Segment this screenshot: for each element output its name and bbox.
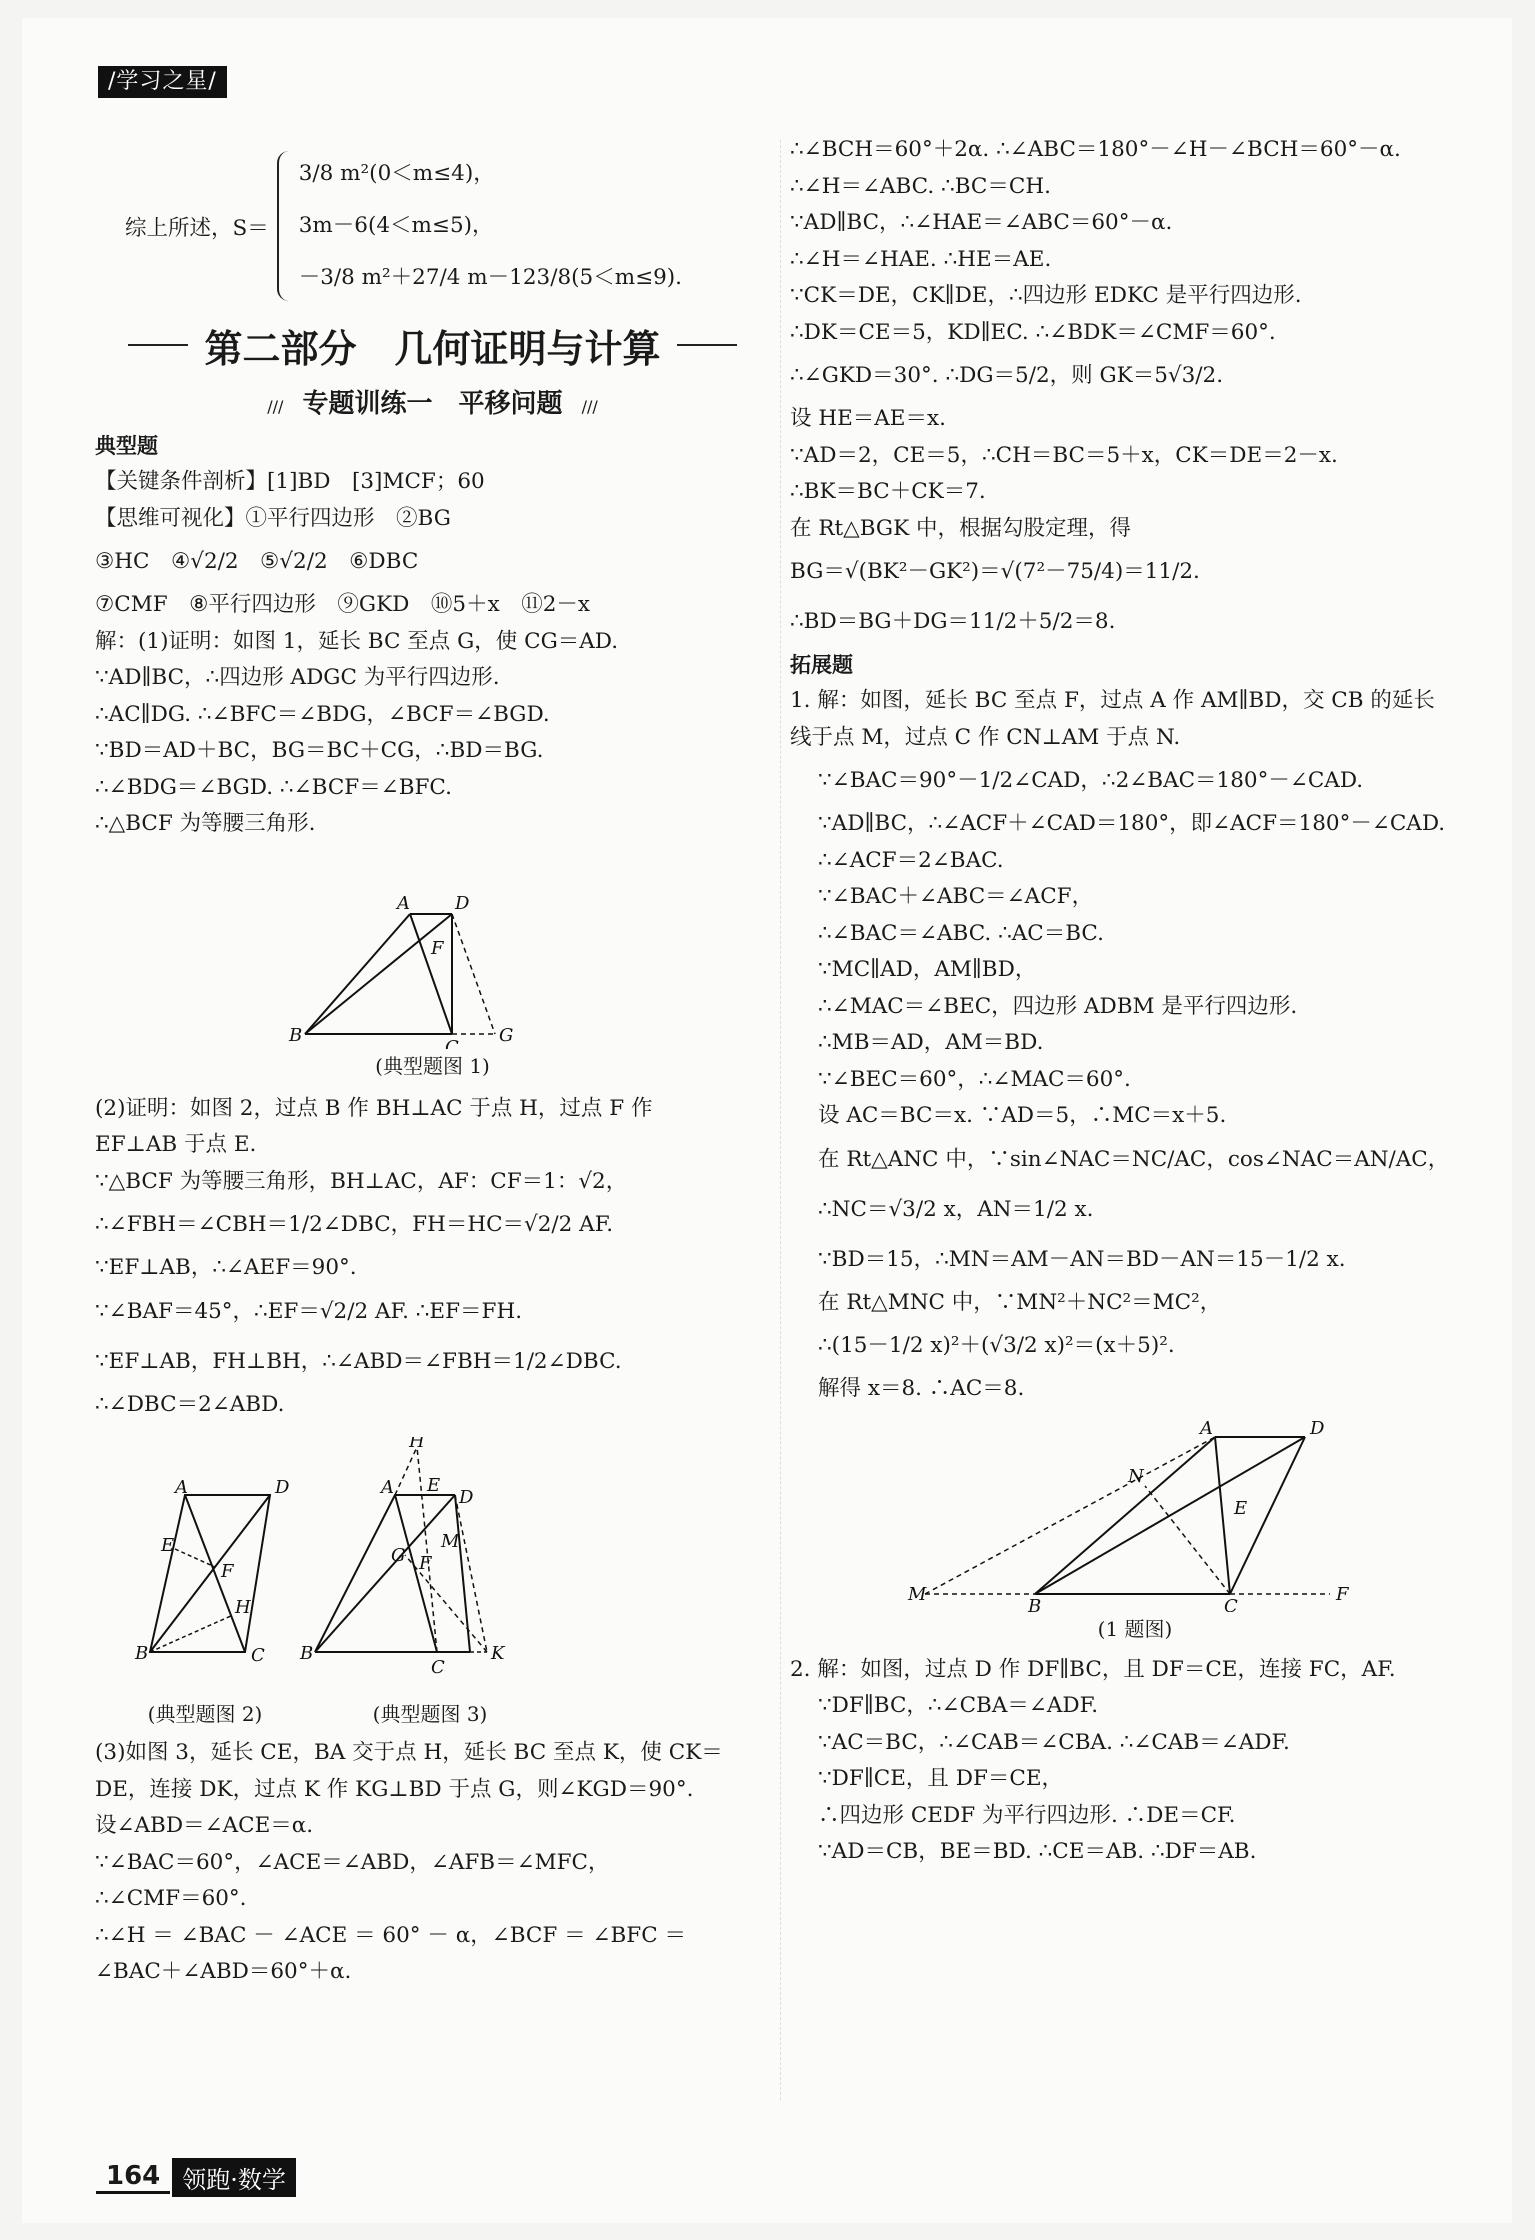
text-line: ∴BD＝BG＋DG＝11/2＋5/2＝8. [790,609,1116,634]
header-tag: /学习之星/ [98,66,227,98]
text-line: ∵∠BAC＋∠ABC＝∠ACF， [818,884,1094,909]
deco-slashes: /// [267,397,284,416]
text-line: ⑦CMF ⑧平行四边形 ⑨GKD ⑩5＋x ⑪2－x [95,592,591,617]
text-line: ∴∠BDG＝∠BGD. ∴∠BCF＝∠BFC. [95,774,452,800]
text-line: ∵BD＝AD＋BC，BG＝BC＋CG，∴BD＝BG. [95,738,544,763]
fig2-label-c: C [251,1645,265,1666]
edge-dg [452,914,495,1034]
ext-ba [1035,1437,1215,1594]
solution-block-4 [790,132,1480,647]
case-line: 3m－6(4＜m≤5)， [298,213,494,238]
ext-label-n: N [1128,1465,1144,1487]
text-line: 设 HE＝AE＝x. [790,406,946,431]
text-line: ∵AD∥BC，∴∠ACF＋∠CAD＝180°，即∠ACF＝180°－∠CAD. [818,811,1446,836]
text-line: (3)如图 3，延长 CE，BA 交于点 H，延长 BC 至点 K，使 CK＝ [95,1740,723,1765]
figure-1 [95,849,770,1049]
text-line: ∴DK＝CE＝5，KD∥EC. ∴∠BDK＝∠CMF＝60°. [790,319,1276,345]
column-divider [780,140,781,2100]
ext-ac [1215,1437,1230,1594]
summary-lhs: 综上所述，S＝ [125,215,269,241]
figures-2-3 [95,1437,770,1697]
brand-label: 领跑·数学 [172,2158,296,2197]
topic-title-text: 专题训练一 平移问题 [302,389,563,419]
section-extend: 拓展题 [790,653,853,677]
footer [96,2157,296,2197]
text-line: 解：(1)证明：如图 1，延长 BC 至点 G，使 CG＝AD. [95,628,619,654]
fig3-label-d: D [459,1487,474,1508]
text-line: ∵∠BAF＝45°，∴EF＝√2/2 AF. ∴EF＝FH. [95,1298,523,1324]
left-column [95,140,770,1991]
figures-2-3-captions [95,1697,770,1731]
text-line: ∵∠BEC＝60°，∴∠MAC＝60°. [818,1066,1131,1092]
fig3-ah [395,1447,417,1495]
fig2-label-h: H [235,1597,251,1618]
fig2-bh [150,1615,233,1652]
section-typical: 典型题 [95,434,158,458]
text-line: 2. 解：如图，过点 D 作 DF∥BC，且 DF＝CE，连接 FC，AF. [790,1656,1396,1682]
text-line: ∴四边形 CEDF 为平行四边形. ∴DE＝CF. [818,1802,1236,1828]
figure-2-caption: (典型题图 2) [147,1702,263,1726]
fig2-label-a: A [175,1477,188,1498]
solution-block-3 [95,1735,770,1991]
text-line: 解得 x＝8. ∴AC＝8. [818,1376,1025,1401]
label-b: B [289,1024,303,1046]
summary-cases [299,148,682,304]
figure-3-caption: (典型题图 3) [372,1702,488,1726]
text-line: ∴∠MAC＝∠BEC，四边形 ADBM 是平行四边形. [818,993,1298,1019]
right-column [790,132,1480,1871]
figure-ext-svg [790,1412,1480,1612]
part-title-text: 第二部分 几何证明与计算 [204,326,661,371]
text-line: ∴∠CMF＝60°. [95,1886,247,1911]
text-line: EF⊥AB 于点 E. [95,1132,257,1157]
text-line: ∴∠DBC＝2∠ABD. [95,1391,285,1417]
solution-block-2 [95,1091,770,1424]
text-line: BG＝√(BK²－GK²)＝√(7²－75/4)＝11/2. [790,559,1200,584]
figure-ext-caption: (1 题图) [1097,1616,1173,1641]
label-g: G [499,1024,514,1046]
text-line: ∵MC∥AD，AM∥BD， [818,957,1037,982]
fig3-label-b: B [300,1643,314,1664]
text-line: ∴∠BCH＝60°＋2α. ∴∠ABC＝180°－∠H－∠BCH＝60°－α. [790,137,1401,162]
text-line: ∴(15－1/2 x)²＋(√3/2 x)²＝(x＋5)². [818,1333,1175,1358]
solution-block-1 [95,464,770,843]
label-d: D [455,892,470,914]
piecewise-summary [95,142,770,310]
figures-2-3-svg [95,1437,770,1697]
fig2-label-b: B [135,1643,149,1664]
title-rule [128,344,188,346]
label-c: C [445,1036,459,1049]
text-line: ∴∠FBH＝∠CBH＝1/2∠DBC，FH＝HC＝√2/2 AF. [95,1212,614,1237]
topic-title [95,380,770,428]
text-line: ∵EF⊥AB，∴∠AEF＝90°. [95,1255,357,1280]
text-line: ∵∠BAC＝60°，∠ACE＝∠ABD，∠AFB＝∠MFC， [95,1849,610,1875]
text-line: 设 AC＝BC＝x. ∵AD＝5，∴MC＝x＋5. [818,1103,1227,1128]
text-line: ∴∠BAC＝∠ABC. ∴AC＝BC. [818,920,1104,946]
ext-label-m: M [908,1583,927,1605]
ext-label-a: A [1200,1417,1213,1439]
text-line: (2)证明：如图 2，过点 B 作 BH⊥AC 于点 H，过点 F 作 [95,1095,653,1121]
text-line: ∵AD∥BC，∴∠HAE＝∠ABC＝60°－α. [790,210,1173,235]
fig3-kg [405,1555,487,1652]
text-line: ∴∠GKD＝30°. ∴DG＝5/2，则 GK＝5√3/2. [790,363,1224,388]
ext-label-f: F [1336,1583,1349,1605]
extension-block-2 [790,1652,1480,1871]
text-line: ∴△BCF 为等腰三角形. [95,811,316,836]
ext-label-c: C [1224,1595,1238,1612]
text-line: ∴∠H ＝ ∠BAC － ∠ACE ＝ 60° － α，∠BCF ＝ ∠BFC ＝ [95,1922,686,1948]
fig2-ac [185,1495,245,1652]
text-line: ∵△BCF 为等腰三角形，BH⊥AC，AF：CF＝1：√2， [95,1168,628,1194]
text-line: 1. 解：如图，延长 BC 至点 F，过点 A 作 AM∥BD，交 CB 的延长 [790,688,1435,713]
text-line: ③HC ④√2/2 ⑤√2/2 ⑥DBC [95,549,419,574]
fig3-label-a: A [381,1477,394,1498]
figure-1-caption: (典型题图 1) [375,1053,490,1078]
text-line: ∵AC＝BC，∴∠CAB＝∠CBA. ∴∠CAB＝∠ADF. [818,1729,1290,1755]
text-line: ∴BK＝BC＋CK＝7. [790,479,986,504]
text-line: ∵AD＝2，CE＝5，∴CH＝BC＝5＋x，CK＝DE＝2－x. [790,442,1338,468]
extension-block-1 [790,683,1480,1408]
page-number: 164 [96,2161,170,2194]
case-line: 3/8 m²(0＜m≤4)， [298,161,495,186]
text-line: ∵AD＝CB，BE＝BD. ∴CE＝AB. ∴DF＝AB. [818,1839,1257,1864]
text-line: ∵DF∥CE，且 DF＝CE， [818,1766,1064,1791]
fig3-label-g: G [391,1545,406,1566]
fig3-label-h: H [409,1437,425,1452]
title-rule [677,344,737,346]
text-line: ∵∠BAC＝90°－1/2∠CAD，∴2∠BAC＝180°－∠CAD. [818,768,1364,793]
text-line: 线于点 M，过点 C 作 CN⊥AM 于点 N. [790,724,1181,750]
ext-label-e: E [1234,1497,1248,1519]
brace [277,151,291,301]
text-line: ∴∠H＝∠HAE. ∴HE＝AE. [790,246,1052,272]
label-f: F [431,937,444,959]
fig3-dk [455,1495,487,1652]
fig3-label-c: C [431,1657,445,1678]
ext-label-d: D [1310,1417,1325,1439]
fig3-bd [315,1495,455,1652]
text-line: ∴AC∥DG. ∴∠BFC＝∠BDG，∠BCF＝∠BGD. [95,701,550,727]
text-line: ∵AD∥BC，∴四边形 ADGC 为平行四边形. [95,665,500,690]
fig3-label-e: E [427,1475,441,1496]
fig3-label-k: K [491,1643,505,1664]
text-line: 设∠ABD＝∠ACE＝α. [95,1813,314,1838]
text-line: ∵CK＝DE，CK∥DE，∴四边形 EDKC 是平行四边形. [790,283,1302,308]
label-a: A [397,892,410,914]
text-line: 在 Rt△ANC 中，∵sin∠NAC＝NC/AC，cos∠NAC＝AN/AC， [818,1146,1450,1172]
fig2-label-f: F [221,1561,234,1582]
text-line: ∠BAC＋∠ABD＝60°＋α. [95,1959,352,1984]
text-line: ∵EF⊥AB，FH⊥BH，∴∠ABD＝∠FBH＝1/2∠DBC. [95,1348,622,1374]
fig2-label-d: D [275,1477,290,1498]
case-line: －3/8 m²＋27/4 m－123/8(5＜m≤9). [298,265,683,290]
text-line: 【关键条件剖析】[1]BD [3]MCF；60 [95,469,485,494]
edge-ba [305,914,410,1034]
text-line: 在 Rt△BGK 中，根据勾股定理，得 [790,515,1131,541]
text-line: ∴∠H＝∠ABC. ∴BC＝CH. [790,173,1051,199]
text-line: 【思维可视化】①平行四边形 ②BG [95,505,451,531]
text-line: DE，连接 DK，过点 K 作 KG⊥BD 于点 G，则∠KGD＝90°. [95,1776,694,1802]
ext-cn [1145,1486,1230,1594]
text-line: ∴∠ACF＝2∠BAC. [818,847,1004,873]
figure-1-svg [95,849,770,1049]
fig3-label-m: M [441,1531,460,1552]
fig3-label-f: F [419,1553,432,1574]
ext-bd [1035,1437,1305,1594]
figure-ext [790,1412,1480,1612]
part-title [95,310,770,380]
deco-slashes: /// [581,397,598,416]
text-line: ∵DF∥BC，∴∠CBA＝∠ADF. [818,1693,1099,1718]
ext-label-b: B [1028,1595,1042,1612]
fig2-label-e: E [161,1535,175,1556]
text-line: ∴MB＝AD，AM＝BD. [818,1030,1044,1055]
text-line: ∴NC＝√3/2 x，AN＝1/2 x. [818,1196,1094,1222]
text-line: 在 Rt△MNC 中，∵MN²＋NC²＝MC²， [818,1289,1222,1315]
text-line: ∵BD＝15，∴MN＝AM－AN＝BD－AN＝15－1/2 x. [818,1246,1346,1272]
